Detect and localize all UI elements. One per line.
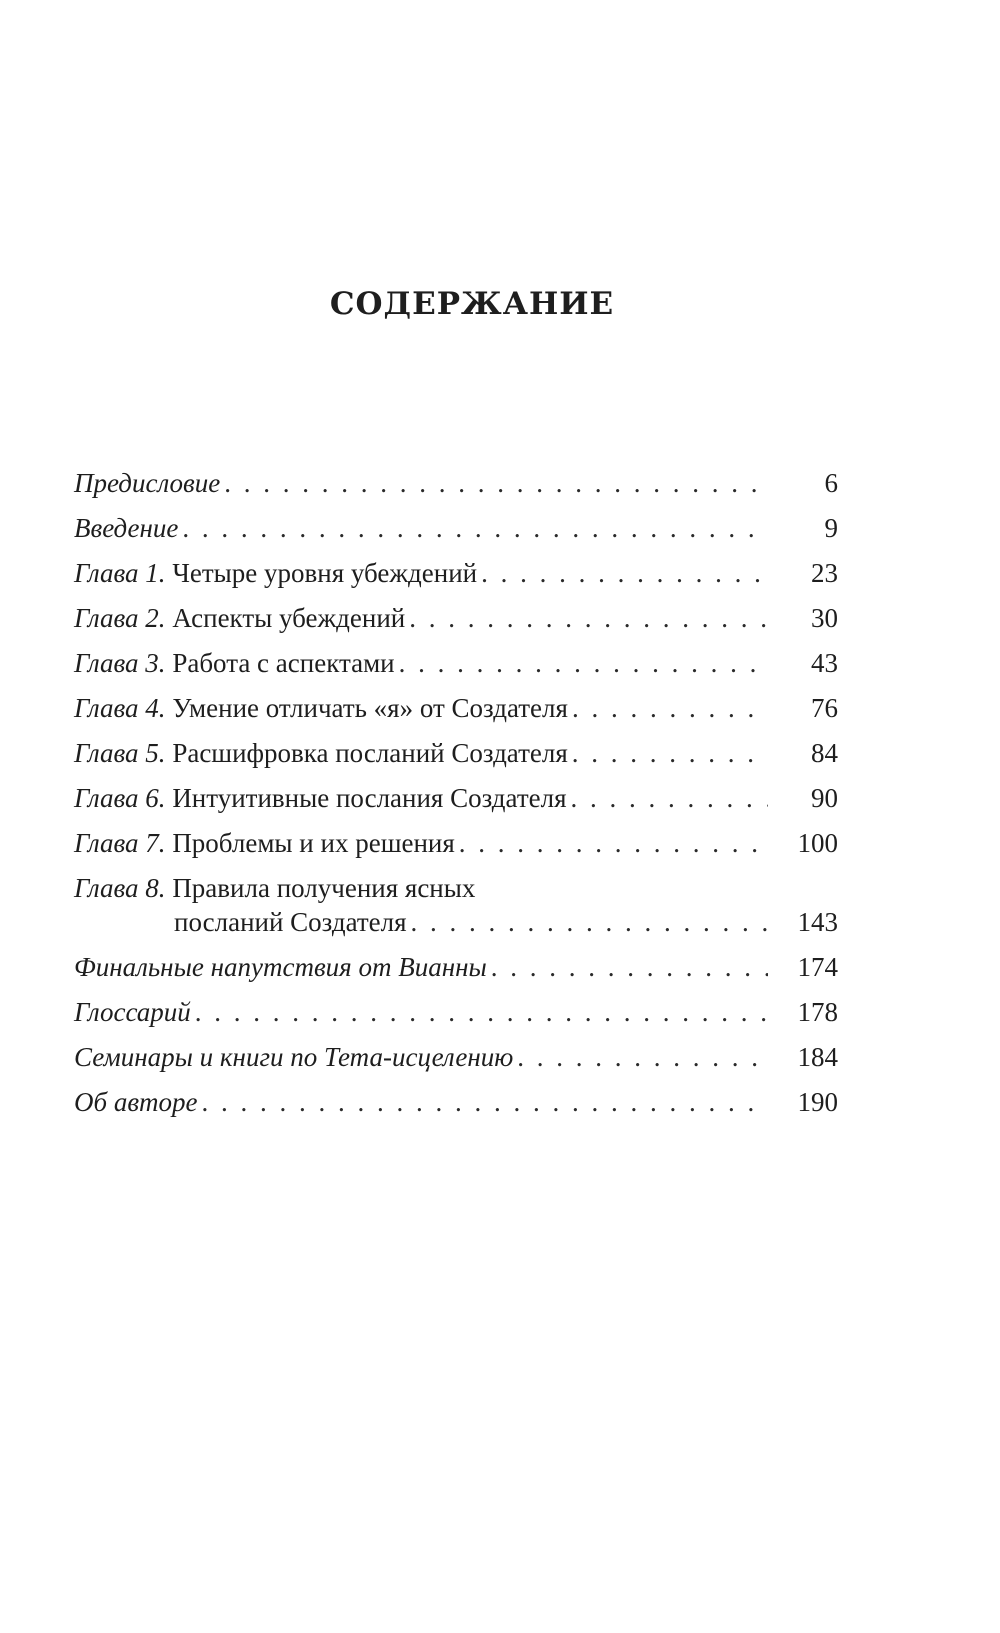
- dot-leader: [399, 646, 768, 680]
- toc-entry-title: Глоссарий: [74, 997, 191, 1027]
- chapter-title: Правила получения ясных: [165, 873, 476, 903]
- toc-page-number: 76: [811, 693, 838, 723]
- chapter-number: Глава 3.: [74, 648, 166, 678]
- dot-leader: [224, 466, 768, 500]
- dot-leader: [202, 1085, 768, 1119]
- chapter-title: Расшифровка посланий Создателя: [165, 738, 568, 768]
- toc-entry-final-words[interactable]: [74, 950, 838, 984]
- toc-page-number: 190: [797, 1087, 838, 1117]
- dot-leader: [195, 995, 768, 1029]
- dot-leader: [411, 905, 768, 939]
- toc-entry-chapter-3[interactable]: [74, 646, 838, 680]
- toc-page-number: 43: [811, 648, 838, 678]
- toc-page-number: 6: [824, 468, 838, 498]
- toc-page-number: 30: [811, 603, 838, 633]
- toc-page-number: 143: [797, 907, 838, 937]
- toc-entry-title: Предисловие: [74, 468, 221, 498]
- toc-page-number: 178: [797, 997, 838, 1027]
- toc-page-number: 84: [811, 738, 838, 768]
- toc-entry-about-author[interactable]: [74, 1085, 838, 1119]
- toc-page-number: 9: [824, 513, 838, 543]
- toc-entry-title: Финальные напутствия от Вианны: [74, 952, 487, 982]
- toc-entry-chapter-4[interactable]: [74, 691, 838, 725]
- toc-entry-glossary[interactable]: [74, 995, 838, 1029]
- chapter-number: Глава 8.: [74, 873, 166, 903]
- toc-entry-title: Семинары и книги по Тета-исцелению: [74, 1042, 514, 1072]
- chapter-title: Аспекты убеждений: [165, 603, 406, 633]
- chapter-number: Глава 6.: [74, 783, 166, 813]
- dot-leader: [182, 511, 768, 545]
- dot-leader: [572, 691, 768, 725]
- toc-entry-introduction[interactable]: [74, 511, 838, 545]
- toc-entry-chapter-7[interactable]: [74, 826, 838, 860]
- toc-entry-preface[interactable]: [74, 466, 838, 500]
- chapter-number: Глава 7.: [74, 828, 166, 858]
- toc-entry-title: Об авторе: [74, 1087, 198, 1117]
- chapter-title: Проблемы и их решения: [165, 828, 455, 858]
- toc-entry-chapter-6[interactable]: [74, 781, 838, 815]
- toc-page-number: 100: [797, 828, 838, 858]
- dot-leader: [572, 736, 768, 770]
- toc-entry-chapter-1[interactable]: [74, 556, 838, 590]
- toc-entry-title: Введение: [74, 513, 179, 543]
- dot-leader: [571, 781, 769, 815]
- chapter-title: Четыре уровня убеждений: [165, 558, 478, 588]
- chapter-title: Интуитивные послания Создателя: [165, 783, 567, 813]
- toc-entry-chapter-8[interactable]: [74, 871, 838, 905]
- dot-leader: [517, 1040, 768, 1074]
- page-title: СОДЕРЖАНИЕ: [329, 286, 615, 322]
- chapter-number: Глава 5.: [74, 738, 166, 768]
- chapter-number: Глава 1.: [74, 558, 166, 588]
- chapter-number: Глава 4.: [74, 693, 166, 723]
- toc-entry-chapter-8-continuation[interactable]: [74, 905, 838, 939]
- toc-page-number: 23: [811, 558, 838, 588]
- toc-page-number: 174: [797, 952, 838, 982]
- dot-leader: [481, 556, 768, 590]
- dot-leader: [409, 601, 768, 635]
- toc-entry-chapter-2[interactable]: [74, 601, 838, 635]
- toc-page-number: 90: [811, 783, 838, 813]
- toc-page-number: 184: [797, 1042, 838, 1072]
- dot-leader: [459, 826, 768, 860]
- dot-leader: [491, 950, 768, 984]
- chapter-title: Умение отличать «я» от Создателя: [165, 693, 568, 723]
- chapter-number: Глава 2.: [74, 603, 166, 633]
- chapter-title-continuation: посланий Создателя: [174, 907, 407, 937]
- chapter-title: Работа с аспектами: [165, 648, 395, 678]
- toc-entry-chapter-5[interactable]: [74, 736, 838, 770]
- toc-entry-seminars[interactable]: [74, 1040, 838, 1074]
